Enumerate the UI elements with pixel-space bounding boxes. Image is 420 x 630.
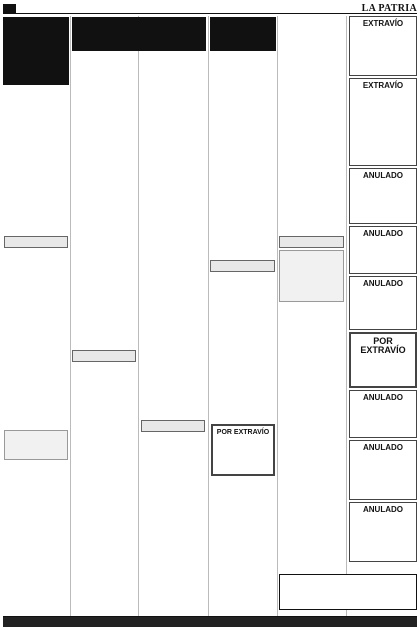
section-heading — [4, 236, 68, 248]
notice-anulado — [349, 276, 417, 330]
notice-title: POR EXTRAVÍO — [216, 429, 270, 436]
classified-ad-block — [279, 250, 344, 302]
column-rule — [138, 16, 139, 616]
notice-title: ANULADO — [363, 171, 403, 180]
notice-anulado — [349, 502, 417, 562]
notice-title: ANULADO — [363, 393, 403, 402]
classified-ad-block — [4, 430, 68, 460]
footer-band — [3, 616, 417, 627]
notice-title: EXTRAVÍO — [362, 19, 404, 28]
notice-extravio — [349, 78, 417, 166]
newspaper-brand: LA PATRIA — [361, 2, 417, 14]
notice-title: ANULADO — [363, 443, 403, 452]
column-rule — [277, 16, 278, 616]
notice-por-extravio — [211, 424, 275, 476]
notice-title: EXTRAVÍO — [362, 81, 404, 90]
notice-por-extravio — [349, 332, 417, 388]
section-heading — [210, 260, 275, 272]
page-number — [3, 4, 16, 13]
page-header — [3, 3, 417, 14]
column-rule — [346, 16, 347, 616]
notice-anulado — [349, 440, 417, 500]
notice-extravio — [349, 16, 417, 76]
banner-ad-left — [3, 17, 69, 85]
notice-anulado — [349, 226, 417, 274]
notice-title: ANULADO — [363, 279, 403, 288]
section-heading — [279, 236, 344, 248]
notice-title: POR EXTRAVÍO — [360, 336, 406, 355]
advertisement-strip — [279, 574, 417, 610]
notice-anulado — [349, 390, 417, 438]
notice-anulado — [349, 168, 417, 224]
column-rule — [208, 16, 209, 616]
banner-ad-right — [210, 17, 276, 51]
section-heading — [141, 420, 205, 432]
section-heading — [72, 350, 136, 362]
banner-ad-center — [72, 17, 206, 51]
notice-title: ANULADO — [363, 229, 403, 238]
column-rule — [70, 16, 71, 616]
notice-title: ANULADO — [363, 505, 403, 514]
